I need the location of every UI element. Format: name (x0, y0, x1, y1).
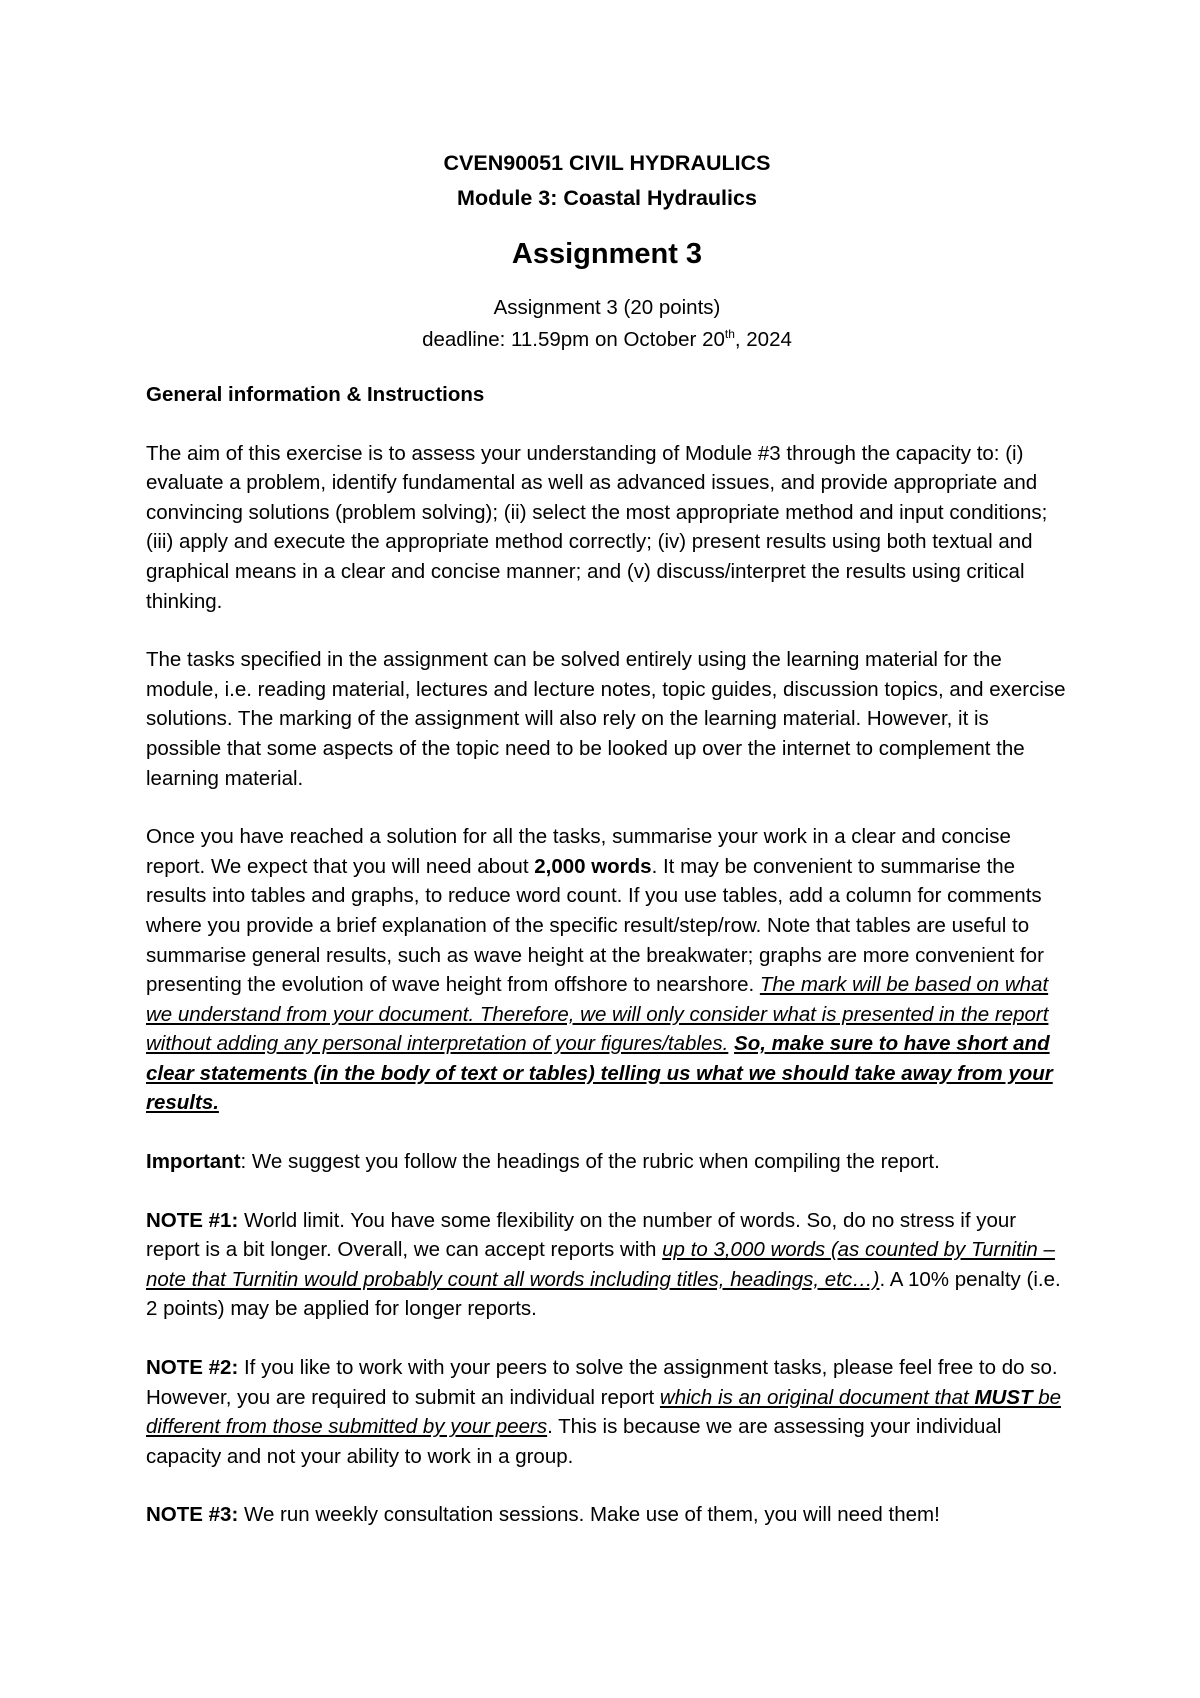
deadline-sup: th (724, 327, 735, 342)
assignment-title: Assignment 3 (511, 238, 703, 270)
course-code: CVEN90051 CIVIL HYDRAULICS (443, 151, 771, 175)
paragraph-note-2 (146, 1353, 1068, 1471)
note-1-text-1: World limit. You have some flexibility on the number of words. So, do no stress if your report is a bit longer. Overall, we can accept reports with (146, 1208, 1017, 1262)
document-content (146, 146, 1068, 1530)
note-2-original-2: be different from those submitted by your peers (146, 1385, 1062, 1439)
deadline-line (146, 324, 1068, 356)
note-2-text-2: . This is because we are assessing your individual capacity and not your ability to work in a group. (146, 1415, 1002, 1468)
paragraph-aim: The aim of this exercise is to assess your understanding of Module #3 through the capacity to: (i) evaluate a problem, identify fundamental as well as advanced issues, and provide appropriate and convincing solutions (problem solving); (ii) select the most appropriate method and input conditions; (iii) apply and execute the appropriate method correctly; (iv) present results using both textual and graphical means in a clear and concise manner; and (v) discuss/interpret the results using critical thinking. (146, 441, 1048, 613)
paragraph-important (146, 1147, 1068, 1177)
points-line: Assignment 3 (20 points) (493, 296, 721, 319)
paragraph-note-3 (146, 1500, 1068, 1530)
module-title: Module 3: Coastal Hydraulics (457, 186, 757, 210)
note-3-label: NOTE #3: (146, 1503, 239, 1527)
paragraph-report (146, 822, 1068, 1118)
note-2-must: MUST (974, 1385, 1033, 1409)
report-text-1: Once you have reached a solution for all the tasks, summarise your work in a clear and concise report. We expect that you will need about (146, 825, 1011, 878)
report-mark-statement: The mark will be based on what we understand from your document. Therefore, we will only consider what is presented in the report without adding any personal interpretation of your figures/tables. (146, 973, 1049, 1056)
section-heading: General information & Instructions (146, 383, 485, 406)
report-word-count: 2,000 words (534, 854, 652, 878)
important-text: : We suggest you follow the headings of the rubric when compiling the report. (240, 1150, 940, 1174)
report-emphasis-statement: So, make sure to have short and clear statements (in the body of text or tables) telling us what we should take away from your results. (146, 1032, 1053, 1115)
note-3-text: We run weekly consultation sessions. Make use of them, you will need them! (238, 1503, 940, 1527)
deadline-suffix: , 2024 (734, 328, 792, 351)
note-2-original-1: which is an original document that (659, 1385, 975, 1409)
important-label: Important (146, 1150, 241, 1174)
paragraph-note-1 (146, 1206, 1068, 1324)
note-2-label: NOTE #2: (146, 1356, 239, 1380)
note-2-text-1: If you like to work with your peers to solve the assignment tasks, please feel free to do so. However, you are required to submit an individual report (146, 1356, 1058, 1409)
note-1-text-2: . A 10% penalty (i.e. 2 points) may be applied for longer reports. (146, 1267, 1061, 1321)
deadline-prefix: deadline: 11.59pm on October 20 (422, 328, 725, 351)
report-text-2: . It may be convenient to summarise the results into tables and graphs, to reduce word count. If you use tables, add a column for comments where you provide a brief explanation of the specific result/step/row. Note that tables are useful to summarise general results, such as wave height at the breakwater; graphs are more convenient for presenting the evolution of wave height from offshore to nearshore. (146, 854, 1044, 997)
note-1-word-limit: up to 3,000 words (as counted by Turnitin – note that Turnitin would probably count all words including titles, headings, etc…) (146, 1238, 1055, 1291)
note-1-label: NOTE #1: (146, 1208, 239, 1232)
paragraph-tasks: The tasks specified in the assignment can be solved entirely using the learning material for the module, i.e. reading material, lectures and lecture notes, topic guides, discussion topics, and exercise solutions. The marking of the assignment will also rely on the learning material. However, it is possible that some aspects of the topic need to be looked up over the internet to complement the learning material. (146, 648, 1066, 790)
